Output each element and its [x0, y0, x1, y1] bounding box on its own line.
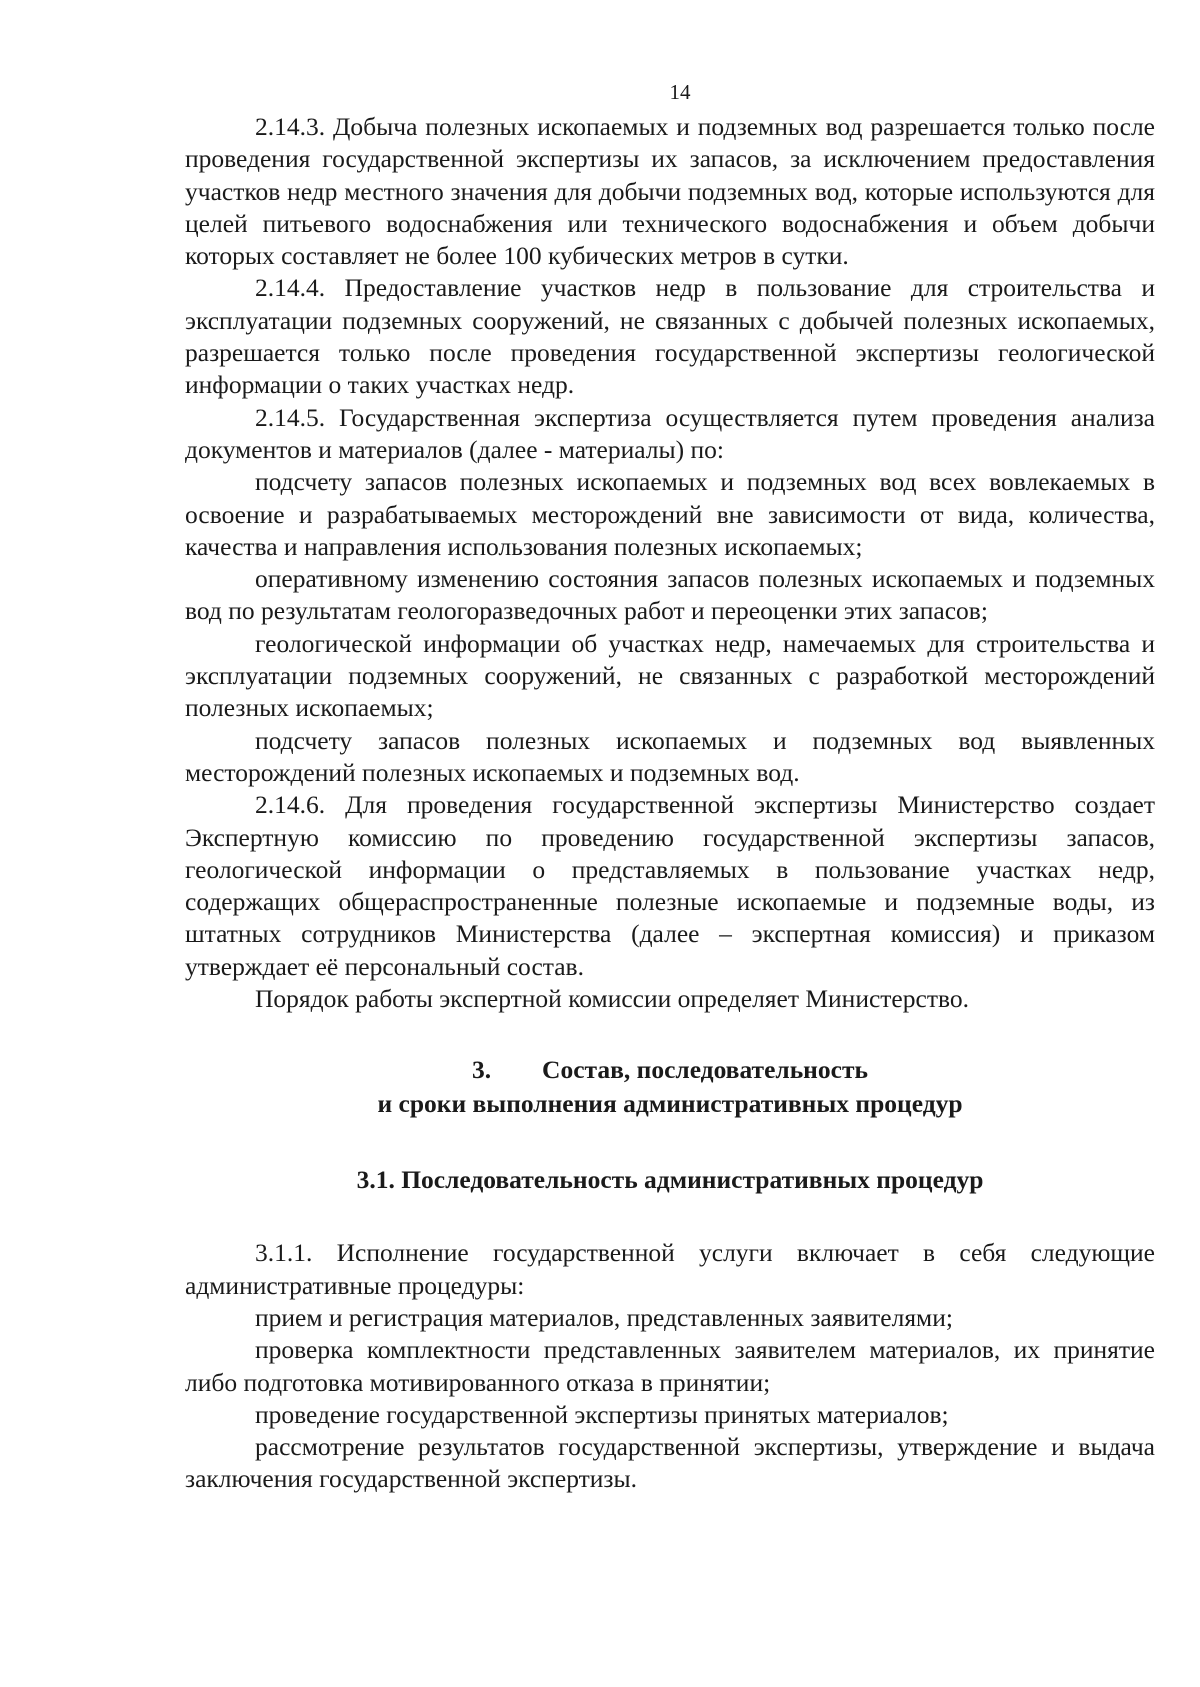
- section-heading: [185, 1053, 1155, 1121]
- list-item-review-results: рассмотрение результатов государственной экспертизы, утверждение и выдача заключения государственной экспертизы.: [185, 1432, 1155, 1494]
- list-item-expertise: проведение государственной экспертизы принятых материалов;: [255, 1399, 949, 1429]
- section-heading-line1: [185, 1053, 1155, 1087]
- section-title-line1: Состав, последовательность: [542, 1055, 868, 1085]
- paragraph-2-14-4: 2.14.4. Предоставление участков недр в пользование для строительства и эксплуатации подземных сооружений, не связанных с добычей полезных ископаемых, разрешается только после проведения государственной экспертизы геологической информации о таких участках недр.: [185, 273, 1155, 400]
- list-item-geological-info: геологической информации об участках недр, намечаемых для строительства и эксплуатации подземных сооружений, не связанных с разработкой месторождений полезных ископаемых;: [185, 628, 1155, 723]
- list-item-reserves-count: подсчету запасов полезных ископаемых и подземных вод всех вовлекаемых в освоение и разрабатываемых месторождений вне зависимости от вида, количества, качества и направления использования полезных ископаемых;: [185, 467, 1155, 561]
- page-number: 14: [669, 80, 691, 104]
- paragraph-2-14-3: 2.14.3. Добыча полезных ископаемых и подземных вод разрешается только после проведения государственной экспертизы их запасов, за исключением предоставления участков недр местного значения для добычи подземных вод, которые используются для целей питьевого водоснабжения или технического водоснабжения и объем добычи которых составляет не более 100 кубических метров в сутки.: [185, 112, 1155, 271]
- paragraph-commission-procedure: Порядок работы экспертной комиссии определяет Министерство.: [255, 984, 969, 1014]
- section-title-line2: и сроки выполнения административных процедур: [377, 1089, 963, 1119]
- subsection-heading: 3.1. Последовательность административных процедур: [356, 1165, 984, 1195]
- list-item-operative-change: оперативному изменению состояния запасов полезных ископаемых и подземных вод по результатам геологоразведочных работ и переоценки этих запасов;: [185, 564, 1155, 626]
- section-number: 3.: [472, 1055, 492, 1085]
- list-item-reception: прием и регистрация материалов, представленных заявителями;: [255, 1302, 953, 1332]
- list-item-identified-deposits: подсчету запасов полезных ископаемых и подземных вод выявленных месторождений полезных ископаемых и подземных вод.: [185, 725, 1155, 787]
- paragraph-3-1-1: 3.1.1. Исполнение государственной услуги включает в себя следующие административные процедуры:: [185, 1238, 1155, 1300]
- list-item-completeness-check: проверка комплектности представленных заявителем материалов, их принятие либо подготовка мотивированного отказа в принятии;: [185, 1335, 1155, 1397]
- paragraph-2-14-6: 2.14.6. Для проведения государственной экспертизы Министерство создает Экспертную комиссию по проведению государственной экспертизы запасов, геологической информации о представляемых в пользование участках недр, содержащих общераспространенные полезные ископаемые и подземные воды, из штатных сотрудников Министерства (далее – экспертная комиссия) и приказом утверждает её персональный состав.: [185, 790, 1155, 981]
- document-page: [185, 80, 1155, 1496]
- paragraph-2-14-5: 2.14.5. Государственная экспертиза осуществляется путем проведения анализа документов и материалов (далее - материалы) по:: [185, 402, 1155, 464]
